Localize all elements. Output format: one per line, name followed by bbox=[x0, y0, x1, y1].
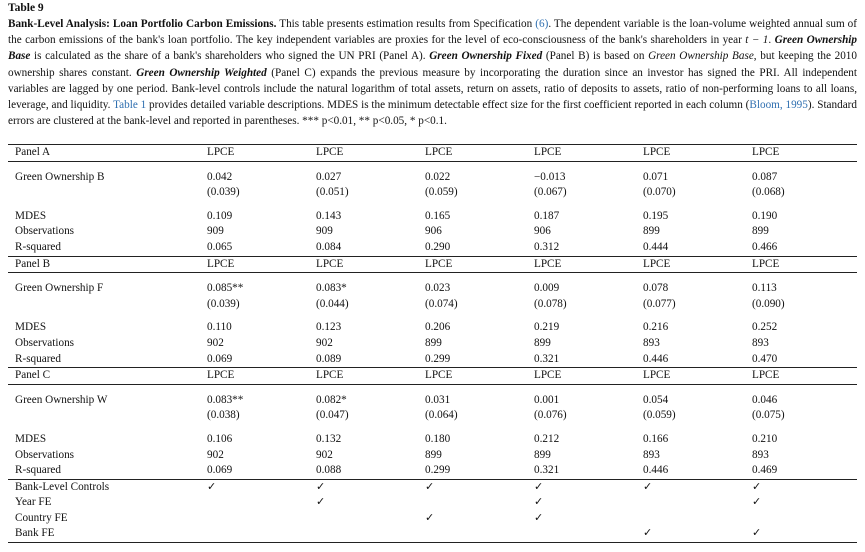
dependent-variable-header: LPCE bbox=[203, 368, 312, 385]
r-squared-label: R-squared bbox=[15, 464, 61, 477]
coefficient-value: 0.027 bbox=[316, 170, 342, 183]
spacer-cell bbox=[421, 312, 530, 320]
r-squared-value: 0.446 bbox=[643, 464, 669, 477]
mdes-value: 0.212 bbox=[534, 432, 560, 445]
standard-error-value: (0.074) bbox=[425, 297, 458, 310]
spacer-cell bbox=[203, 201, 312, 209]
caption-text: (Panel B) is based on bbox=[542, 50, 649, 63]
spacer-cell bbox=[530, 312, 639, 320]
table-caption bbox=[8, 16, 857, 129]
observations-value: 893 bbox=[752, 448, 769, 461]
spacer-row bbox=[8, 273, 857, 282]
mdes-value: 0.123 bbox=[316, 321, 342, 334]
coefficient-value: 0.085** bbox=[207, 282, 244, 295]
caption-text: is calculated as the share of a bank's shareholders who signed the UN PRI (Panel A). bbox=[30, 50, 430, 63]
checkmark: ✓ bbox=[530, 479, 639, 495]
standard-error-value: (0.070) bbox=[643, 186, 676, 199]
mdes-value: 0.210 bbox=[752, 432, 778, 445]
coefficient-value: 0.087 bbox=[752, 170, 778, 183]
mdes-value: 0.132 bbox=[316, 432, 342, 445]
observations-value: 909 bbox=[207, 225, 224, 238]
panel-label: Panel A bbox=[8, 145, 203, 162]
r-squared-row bbox=[8, 240, 857, 256]
mdes-label: MDES bbox=[15, 321, 47, 334]
observations-value: 906 bbox=[534, 225, 551, 238]
coefficient-row bbox=[8, 170, 857, 186]
standard-error-row bbox=[8, 185, 857, 201]
mdes-row bbox=[8, 432, 857, 448]
control-label: Country FE bbox=[15, 511, 68, 524]
caption-text: ). Standard errors are clustered at the bank-level and reported in parentheses. *** p<0.01, ** p<0.05, * p<0.1. bbox=[8, 99, 857, 128]
spacer-row bbox=[8, 384, 857, 393]
observations-value: 899 bbox=[425, 336, 442, 349]
standard-error-value: (0.090) bbox=[752, 297, 785, 310]
checkmark bbox=[421, 526, 530, 542]
spacer-cell bbox=[639, 384, 748, 393]
spacer-cell bbox=[203, 312, 312, 320]
observations-label: Observations bbox=[15, 225, 75, 238]
spacer-cell bbox=[8, 312, 203, 320]
observations-value: 899 bbox=[752, 225, 769, 238]
control-label: Year FE bbox=[15, 496, 52, 509]
dependent-variable-header: LPCE bbox=[312, 256, 421, 273]
checkmark bbox=[312, 526, 421, 542]
spacer-cell bbox=[530, 161, 639, 170]
observations-value: 902 bbox=[207, 448, 224, 461]
mdes-row bbox=[8, 209, 857, 225]
spacer-cell bbox=[203, 161, 312, 170]
caption-variable: Green Ownership Base bbox=[8, 34, 858, 63]
dependent-variable-header: LPCE bbox=[748, 145, 857, 162]
observations-value: 906 bbox=[425, 225, 442, 238]
panel-label: Panel B bbox=[8, 256, 203, 273]
spacer-cell bbox=[748, 161, 857, 170]
dependent-variable-header: LPCE bbox=[639, 368, 748, 385]
spacer-cell bbox=[8, 273, 203, 282]
r-squared-label: R-squared bbox=[15, 240, 61, 253]
spacer-row bbox=[8, 201, 857, 209]
observations-value: 909 bbox=[316, 225, 333, 238]
checkmark: ✓ bbox=[312, 479, 421, 495]
spacer-cell bbox=[530, 424, 639, 432]
checkmark bbox=[312, 511, 421, 527]
caption-text: This table presents estimation results from Specification bbox=[276, 18, 536, 30]
r-squared-value: 0.084 bbox=[316, 240, 342, 253]
standard-error-value: (0.039) bbox=[207, 297, 240, 310]
mdes-value: 0.165 bbox=[425, 209, 451, 222]
regressor-label: Green Ownership F bbox=[15, 282, 104, 295]
standard-error-value: (0.047) bbox=[316, 409, 349, 422]
caption-math: t − 1 bbox=[745, 34, 769, 47]
coefficient-value: 0.009 bbox=[534, 282, 560, 295]
mdes-value: 0.166 bbox=[643, 432, 669, 445]
mdes-row bbox=[8, 320, 857, 336]
r-squared-value: 0.466 bbox=[752, 240, 778, 253]
coefficient-value: 0.001 bbox=[534, 393, 560, 406]
control-row bbox=[8, 526, 857, 542]
caption-text: , but keeping the 2010 ownership shares constant. bbox=[8, 50, 857, 79]
spacer-cell bbox=[312, 384, 421, 393]
r-squared-row bbox=[8, 352, 857, 368]
dependent-variable-header: LPCE bbox=[530, 256, 639, 273]
observations-value: 902 bbox=[316, 448, 333, 461]
regressor-label: Green Ownership B bbox=[15, 170, 105, 183]
table-1-link[interactable]: Table 1 bbox=[113, 99, 147, 112]
caption-text: (Panel C) expands the previous measure by incorporating the duration since an investor has signed the PRI. All independent variables are lagged by one period. Bank-level controls include the natural logarithm of total assets, return on assets, ratio of deposits to assets, ratio of non-performing loans to all loans, leverage, and liquidity. bbox=[8, 66, 857, 112]
mdes-value: 0.190 bbox=[752, 209, 778, 222]
spacer-cell bbox=[748, 201, 857, 209]
r-squared-value: 0.312 bbox=[534, 240, 560, 253]
mdes-value: 0.187 bbox=[534, 209, 560, 222]
standard-error-value: (0.038) bbox=[207, 409, 240, 422]
standard-error-value: (0.044) bbox=[316, 297, 349, 310]
caption-text: . The dependent variable is the loan-volume weighted annual sum of the carbon emissions of the bank's loan portfolio. The key independent variables are proxies for the level of eco-consciousness of the bank's shareholders in year bbox=[8, 18, 857, 47]
r-squared-value: 0.065 bbox=[207, 240, 233, 253]
standard-error-value: (0.077) bbox=[643, 297, 676, 310]
dependent-variable-header: LPCE bbox=[421, 368, 530, 385]
checkmark bbox=[203, 526, 312, 542]
spacer-cell bbox=[639, 424, 748, 432]
observations-row bbox=[8, 224, 857, 240]
spacer-cell bbox=[203, 273, 312, 282]
bloom-citation-link[interactable]: Bloom, 1995 bbox=[749, 99, 808, 112]
table-number: Table 9 bbox=[8, 2, 44, 14]
spacer-cell bbox=[639, 201, 748, 209]
spacer-cell bbox=[8, 201, 203, 209]
spacer-cell bbox=[530, 273, 639, 282]
checkmark: ✓ bbox=[748, 479, 857, 495]
spacer-cell bbox=[312, 201, 421, 209]
coefficient-value: 0.046 bbox=[752, 393, 778, 406]
standard-error-value: (0.051) bbox=[316, 186, 349, 199]
spacer-row bbox=[8, 312, 857, 320]
r-squared-value: 0.321 bbox=[534, 352, 560, 365]
empty-label bbox=[8, 297, 203, 313]
caption-text: . bbox=[768, 34, 775, 47]
checkmark bbox=[203, 511, 312, 527]
coefficient-value: 0.078 bbox=[643, 282, 669, 295]
standard-error-value: (0.076) bbox=[534, 409, 567, 422]
coefficient-value: 0.113 bbox=[752, 282, 777, 295]
dependent-variable-header: LPCE bbox=[748, 256, 857, 273]
caption-variable: Green Ownership Fixed bbox=[429, 50, 543, 63]
coefficient-row bbox=[8, 393, 857, 409]
spacer-cell bbox=[312, 273, 421, 282]
checkmark bbox=[421, 495, 530, 511]
standard-error-value: (0.075) bbox=[752, 409, 785, 422]
spacer-cell bbox=[421, 273, 530, 282]
r-squared-value: 0.470 bbox=[752, 352, 778, 365]
r-squared-value: 0.069 bbox=[207, 464, 233, 477]
spacer-cell bbox=[421, 161, 530, 170]
spacer-cell bbox=[8, 384, 203, 393]
observations-value: 902 bbox=[207, 336, 224, 349]
r-squared-row bbox=[8, 463, 857, 479]
r-squared-label: R-squared bbox=[15, 352, 61, 365]
observations-label: Observations bbox=[15, 336, 75, 349]
coefficient-value: 0.071 bbox=[643, 170, 669, 183]
r-squared-value: 0.444 bbox=[643, 240, 669, 253]
dependent-variable-header: LPCE bbox=[203, 256, 312, 273]
coefficient-value: 0.023 bbox=[425, 282, 451, 295]
checkmark: ✓ bbox=[316, 496, 326, 509]
observations-value: 893 bbox=[643, 336, 660, 349]
caption-variable: Green Ownership Weighted bbox=[136, 66, 267, 79]
mdes-value: 0.110 bbox=[207, 321, 232, 334]
panel-header-row bbox=[8, 145, 857, 162]
regression-table bbox=[8, 144, 857, 543]
caption-variable: Green Ownership Base bbox=[648, 50, 754, 63]
empty-label bbox=[8, 185, 203, 201]
observations-value: 902 bbox=[316, 336, 333, 349]
standard-error-value: (0.064) bbox=[425, 409, 458, 422]
coefficient-value: 0.022 bbox=[425, 170, 451, 183]
spacer-cell bbox=[421, 201, 530, 209]
spacer-cell bbox=[8, 161, 203, 170]
spacer-cell bbox=[421, 424, 530, 432]
standard-error-value: (0.068) bbox=[752, 186, 785, 199]
r-squared-value: 0.299 bbox=[425, 352, 451, 365]
caption-title: Bank-Level Analysis: Loan Portfolio Carbon Emissions. bbox=[8, 18, 277, 30]
mdes-value: 0.206 bbox=[425, 321, 451, 334]
dependent-variable-header: LPCE bbox=[748, 368, 857, 385]
control-row bbox=[8, 479, 857, 495]
coefficient-value: 0.083* bbox=[316, 282, 347, 295]
standard-error-value: (0.059) bbox=[643, 409, 676, 422]
r-squared-value: 0.089 bbox=[316, 352, 342, 365]
checkmark: ✓ bbox=[534, 496, 544, 509]
dependent-variable-header: LPCE bbox=[530, 145, 639, 162]
mdes-value: 0.219 bbox=[534, 321, 560, 334]
observations-row bbox=[8, 448, 857, 464]
panel-label: Panel C bbox=[8, 368, 203, 385]
r-squared-value: 0.299 bbox=[425, 464, 451, 477]
spacer-cell bbox=[312, 161, 421, 170]
checkmark bbox=[203, 495, 312, 511]
spacer-cell bbox=[639, 312, 748, 320]
spacer-cell bbox=[421, 384, 530, 393]
r-squared-value: 0.321 bbox=[534, 464, 560, 477]
coefficient-value: −0.013 bbox=[534, 170, 566, 183]
caption-text: provides detailed variable descriptions. MDES is the minimum detectable effect size for the first coefficient reported in each column ( bbox=[146, 99, 750, 112]
panel-header-row bbox=[8, 256, 857, 273]
coefficient-value: 0.042 bbox=[207, 170, 233, 183]
spacer-cell bbox=[203, 384, 312, 393]
checkmark: ✓ bbox=[203, 479, 312, 495]
r-squared-value: 0.469 bbox=[752, 464, 778, 477]
regressor-label: Green Ownership W bbox=[15, 393, 108, 406]
control-label: Bank-Level Controls bbox=[8, 479, 203, 495]
observations-value: 899 bbox=[534, 448, 551, 461]
empty-label bbox=[8, 408, 203, 424]
checkmark: ✓ bbox=[534, 511, 544, 524]
coefficient-row bbox=[8, 281, 857, 297]
mdes-label: MDES bbox=[15, 209, 47, 222]
spacer-cell bbox=[639, 273, 748, 282]
spacer-cell bbox=[8, 424, 203, 432]
mdes-value: 0.195 bbox=[643, 209, 669, 222]
mdes-value: 0.252 bbox=[752, 321, 778, 334]
panel-header-row bbox=[8, 368, 857, 385]
control-row bbox=[8, 511, 857, 527]
dependent-variable-header: LPCE bbox=[421, 145, 530, 162]
r-squared-value: 0.290 bbox=[425, 240, 451, 253]
checkmark: ✓ bbox=[425, 511, 435, 524]
checkmark: ✓ bbox=[639, 526, 748, 542]
coefficient-value: 0.031 bbox=[425, 393, 451, 406]
mdes-value: 0.109 bbox=[207, 209, 233, 222]
dependent-variable-header: LPCE bbox=[312, 145, 421, 162]
observations-value: 899 bbox=[643, 225, 660, 238]
dependent-variable-header: LPCE bbox=[312, 368, 421, 385]
observations-label: Observations bbox=[15, 448, 75, 461]
checkmark: ✓ bbox=[639, 479, 748, 495]
standard-error-value: (0.039) bbox=[207, 186, 240, 199]
spacer-cell bbox=[639, 161, 748, 170]
spacer-cell bbox=[748, 384, 857, 393]
spacer-cell bbox=[530, 384, 639, 393]
mdes-value: 0.143 bbox=[316, 209, 342, 222]
mdes-value: 0.180 bbox=[425, 432, 451, 445]
standard-error-value: (0.059) bbox=[425, 186, 458, 199]
spacer-cell bbox=[312, 312, 421, 320]
dependent-variable-header: LPCE bbox=[639, 145, 748, 162]
observations-value: 893 bbox=[643, 448, 660, 461]
mdes-label: MDES bbox=[15, 432, 47, 445]
observations-value: 899 bbox=[534, 336, 551, 349]
dependent-variable-header: LPCE bbox=[203, 145, 312, 162]
standard-error-value: (0.067) bbox=[534, 186, 567, 199]
dependent-variable-header: LPCE bbox=[639, 256, 748, 273]
checkmark bbox=[639, 511, 748, 527]
spacer-cell bbox=[748, 312, 857, 320]
control-label: Bank FE bbox=[8, 526, 203, 542]
specification-link[interactable]: (6) bbox=[535, 18, 549, 30]
observations-value: 893 bbox=[752, 336, 769, 349]
checkmark bbox=[748, 511, 857, 527]
mdes-value: 0.216 bbox=[643, 321, 669, 334]
observations-value: 899 bbox=[425, 448, 442, 461]
spacer-cell bbox=[748, 273, 857, 282]
spacer-cell bbox=[203, 424, 312, 432]
spacer-cell bbox=[748, 424, 857, 432]
checkmark: ✓ bbox=[748, 526, 857, 542]
r-squared-value: 0.069 bbox=[207, 352, 233, 365]
spacer-cell bbox=[530, 201, 639, 209]
mdes-value: 0.106 bbox=[207, 432, 233, 445]
spacer-row bbox=[8, 424, 857, 432]
observations-row bbox=[8, 336, 857, 352]
checkmark: ✓ bbox=[421, 479, 530, 495]
r-squared-value: 0.088 bbox=[316, 464, 342, 477]
checkmark bbox=[530, 526, 639, 542]
spacer-cell bbox=[312, 424, 421, 432]
coefficient-value: 0.054 bbox=[643, 393, 669, 406]
checkmark: ✓ bbox=[752, 496, 762, 509]
spacer-row bbox=[8, 161, 857, 170]
control-row bbox=[8, 495, 857, 511]
dependent-variable-header: LPCE bbox=[530, 368, 639, 385]
standard-error-row bbox=[8, 297, 857, 313]
standard-error-row bbox=[8, 408, 857, 424]
standard-error-value: (0.078) bbox=[534, 297, 567, 310]
coefficient-value: 0.083** bbox=[207, 393, 244, 406]
dependent-variable-header: LPCE bbox=[421, 256, 530, 273]
checkmark bbox=[639, 495, 748, 511]
r-squared-value: 0.446 bbox=[643, 352, 669, 365]
coefficient-value: 0.082* bbox=[316, 393, 347, 406]
